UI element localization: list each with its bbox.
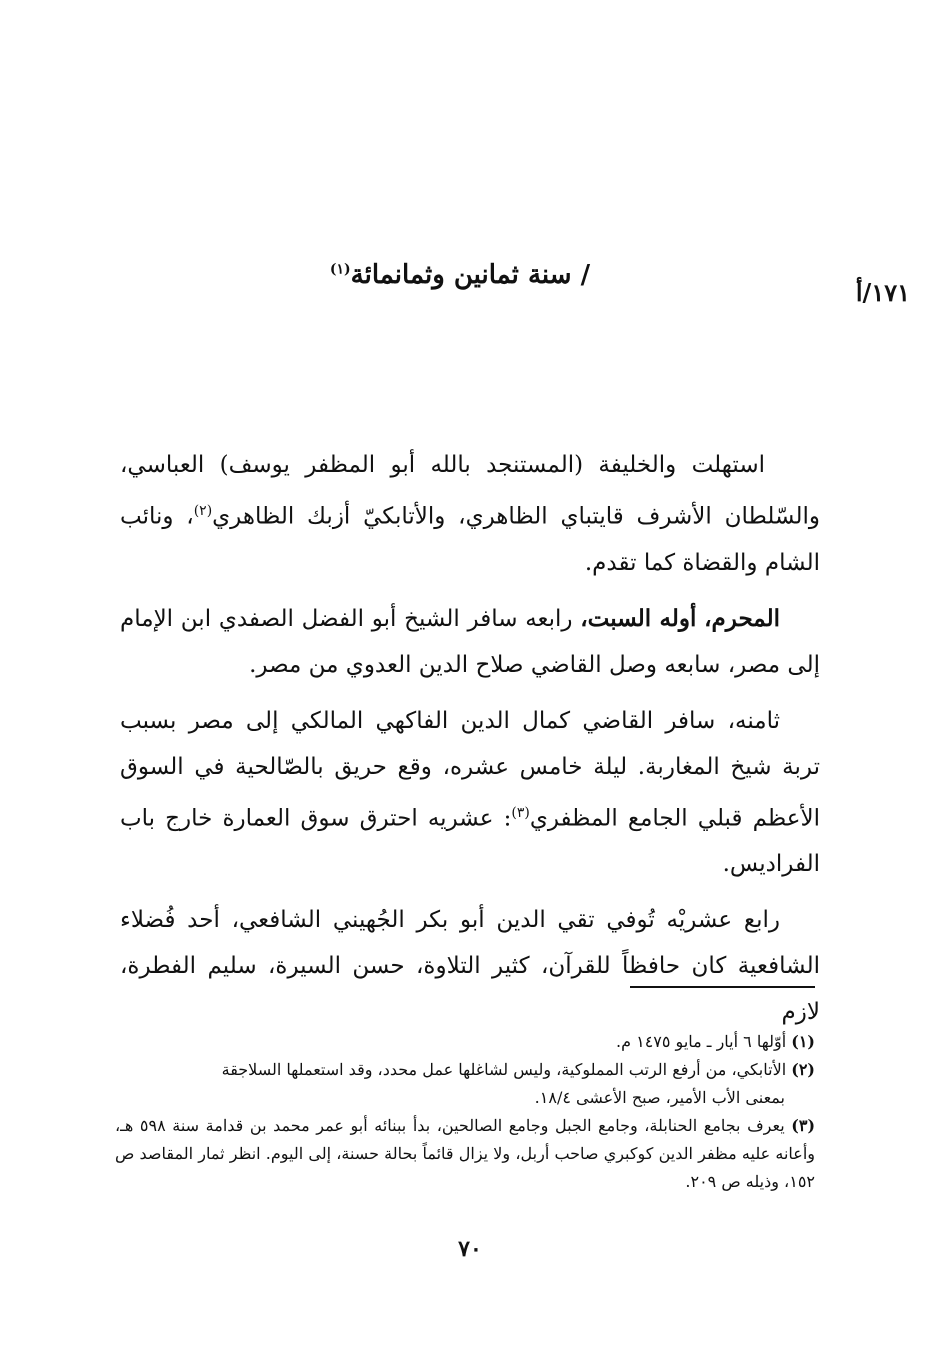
footnote-1-text: أوّلها ٦ أيار ـ مايو ١٤٧٥ م. xyxy=(616,1032,787,1051)
paragraph-3-text-b: : عشريه احترق سوق العمارة خارج باب الفراديس. xyxy=(120,805,820,878)
footnote-2-number: (٢) xyxy=(791,1060,815,1079)
paragraph-3 xyxy=(120,698,820,888)
paragraph-1-text-a: استهلت والخليفة (المستنجد بالله أبو المظفر يوسف) العباسي، والسّلطان الأشرف قايتباي الظاهري، والأتابكيّ أزبك الظاهري xyxy=(120,452,820,530)
paragraph-1-text-b: ، ونائب الشام والقضاة كما تقدم. xyxy=(120,503,820,576)
heading-footnote-ref: (١) xyxy=(329,261,351,278)
footnote-separator xyxy=(630,986,815,988)
margin-folio-note: ١٧١/أ xyxy=(855,278,910,307)
folio-slash: / xyxy=(580,260,591,290)
paragraph-4 xyxy=(120,897,820,1035)
paragraph-3-footnote-ref: (٣) xyxy=(511,804,530,821)
paragraph-4-text: رابع عشريْه تُوفي تقي الدين أبو بكر الجُهيني الشافعي، أحد فُضلاء الشافعية كان حافظاً للقرآن، كثير التلاوة، حسن السيرة، سليم الفطرة، لازم xyxy=(120,907,820,1026)
paragraph-2-lead-day: أوله السبت، xyxy=(580,604,697,632)
footnote-2-text: الأتابكي، من أرفع الرتب المملوكية، وليس لشاغلها عمل محدد، وقد استعملها السلاجقة xyxy=(221,1060,787,1079)
footnote-3 xyxy=(115,1112,815,1196)
footnote-1 xyxy=(115,1028,815,1056)
heading-title: سنة ثمانين وثمانمائة xyxy=(350,260,572,290)
paragraph-1 xyxy=(120,442,820,586)
section-heading xyxy=(250,260,670,290)
paragraph-2-text: رابعه سافر الشيخ أبو الفضل الصفدي ابن الإمام إلى مصر، سابعه وصل القاضي صلاح الدين العدوي من مصر. xyxy=(120,605,820,678)
paragraph-2-lead-month: المحرم، xyxy=(704,604,781,632)
paragraph-3-text-a: ثامنه، سافر القاضي كمال الدين الفاكهي المالكي إلى مصر بسبب تربة شيخ المغاربة. ليلة خامس عشره، وقع حريق بالصّالحية في السوق الأعظم قبلي الجامع المظفري xyxy=(120,707,821,832)
footnotes xyxy=(115,1028,815,1196)
main-text xyxy=(120,442,820,1045)
footnote-2-continuation xyxy=(115,1084,815,1112)
footnote-2-cont-text: بمعنى الأب الأمير، صبح الأعشى ١٨/٤. xyxy=(534,1088,785,1107)
footnote-2 xyxy=(115,1056,815,1084)
paragraph-1-footnote-ref: (٢) xyxy=(193,503,213,519)
footnote-3-text: يعرف بجامع الحنابلة، وجامع الجبل وجامع الصالحين، بدأ ببنائه أبو عمر محمد بن قدامة سنة ٥٩٨ هـ، وأعانه عليه مظفر الدين كوكبري صاحب أربل، ولا يزال قائماً بحالة حسنة، إلى اليوم. انظر ثمار المقاصد ص ١٥٢، وذيله ص ٢٠٩. xyxy=(115,1116,816,1191)
footnote-3-number: (٣) xyxy=(791,1116,816,1135)
footnote-1-number: (١) xyxy=(791,1032,815,1051)
page-number: ٧٠ xyxy=(458,1236,482,1262)
paragraph-2 xyxy=(120,596,820,688)
